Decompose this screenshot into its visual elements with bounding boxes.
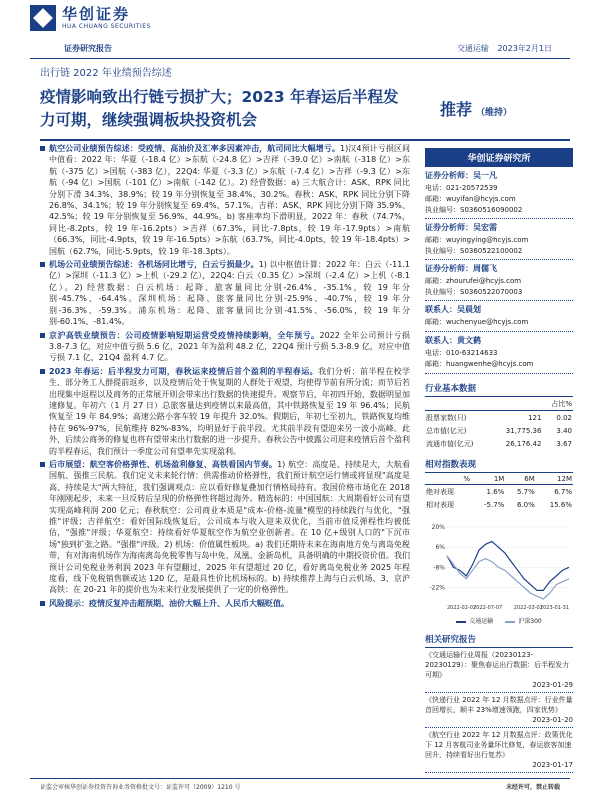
table-cell: 总市值(亿元)	[426, 426, 467, 435]
table-header-row	[425, 473, 573, 485]
chart-y-tick-label: -22%	[429, 584, 445, 592]
related-date: 2023-01-20	[532, 716, 573, 724]
chart-series-line	[447, 556, 569, 599]
body-paragraph	[40, 459, 410, 596]
brand-name-en: HUA CHUANG SECURITIES	[62, 23, 151, 30]
related-title: 相关研究报告	[425, 633, 573, 648]
basic-data-table	[425, 397, 573, 450]
analyst-email[interactable]: 邮箱：zhourufei@hcyjs.com	[425, 277, 522, 285]
industry-label: 交通运输	[456, 44, 489, 53]
top-divider	[30, 58, 570, 59]
legend-label: 沪深300	[518, 618, 542, 625]
analyst-name: 证券分析师：吴一凡	[425, 171, 497, 180]
paragraph-lead: 航空公司业绩预告综述：受疫情、高油价及汇率多因素冲击，航司同比大幅增亏。	[49, 144, 341, 153]
related-item[interactable]	[425, 693, 573, 728]
table-cell: 31,775.36	[505, 426, 542, 435]
paragraph-text: 2022 全年公司预计亏损 3.8-7.3 亿，对应中值亏损 5.6 亿，2021 年为盈利 48.2 亿，22Q4 预计亏损 5.3-8.9 亿，对应中值亏损 7.1 亿，21Q4 盈利 4.7 亿。	[49, 330, 411, 363]
footer-disclaimer: 未经许可，禁止转载	[505, 784, 560, 791]
paragraph-lead: 2023 年春运：后半程发力可期，春秋运来疫情后首个盈利的半程春运。	[49, 366, 319, 376]
bottom-divider	[30, 778, 570, 779]
analyst-tel: 电话：021-20572539	[425, 184, 498, 192]
table-cell: 0.02	[556, 413, 572, 422]
analyst-cert: 执业编号：S0360516090002	[425, 206, 523, 214]
table-cell: 流通市值(亿元)	[426, 439, 474, 448]
table-header-row	[425, 397, 573, 411]
chart-y-tick-label: 20%	[431, 524, 445, 531]
rating-label: 推荐	[440, 100, 473, 119]
paragraph-lead: 京沪高铁业绩预告：公司疫情影响短期运营受疫情持续影响，全年预亏。	[49, 330, 320, 340]
table-cell: 5.7%	[516, 487, 535, 496]
table-row	[425, 485, 573, 499]
analyst-card	[425, 219, 573, 260]
chart-x-tick-label: 2022-07-07	[473, 605, 503, 611]
performance-title: 相对指数表现	[425, 458, 573, 473]
title-divider	[40, 139, 570, 141]
table-header-cell	[425, 397, 492, 411]
analyst-name: 证券分析师：吴宏需	[425, 223, 497, 232]
table-header-cell: 6M	[505, 473, 535, 485]
legend-label: 交通运输	[469, 618, 494, 625]
industry-date	[451, 43, 552, 54]
related-text[interactable]: 《航空行业 2022 年 12 月数据点评：政策优化下 12 月客航司业务量环比修复，春运旅客加速回升，持续看好出行复苏》	[425, 731, 573, 759]
contact-card	[425, 332, 573, 374]
contact-tel: 电话：010-63214633	[425, 349, 498, 357]
table-cell: 6.0%	[516, 500, 535, 509]
table-cell: 121	[528, 413, 542, 422]
related-date: 2023-01-29	[532, 681, 573, 689]
table-cell: 股票家数(只)	[426, 413, 467, 422]
table-cell: -5.7%	[484, 500, 505, 509]
table-row	[425, 424, 573, 437]
body-paragraph	[40, 143, 410, 257]
analyst-card	[425, 167, 573, 219]
chart-x-tick-label: 2022-02-07	[447, 605, 477, 611]
table-header-cell: 12M	[536, 473, 573, 485]
table-cell: 3.67	[556, 439, 572, 448]
report-title: 疫情影响致出行链亏损扩大；2023 年春运后半程发力可期，继续强调板块投资机会	[40, 88, 399, 129]
related-text[interactable]: 《快递行业 2022 年 12 月数据点评：行业件量首回增长，顺丰 23%增速领跑，四家优势》	[425, 696, 573, 714]
table-cell: 1.6%	[486, 487, 505, 496]
table-row	[425, 498, 573, 511]
chart-x-tick-label: 2023-01-31	[539, 605, 569, 611]
chart-y-tick-label: -8%	[433, 564, 445, 572]
contact-name: 联系人：吴晨划	[425, 305, 481, 314]
table-cell: 3.40	[556, 426, 572, 435]
analyst-cert: 执业编号：S0360522070003	[425, 288, 523, 296]
body-paragraph	[40, 598, 410, 609]
legend-item	[505, 616, 541, 625]
table-cell: 15.6%	[549, 500, 572, 509]
logo-icon	[30, 5, 56, 31]
table-header-cell: 1M	[471, 473, 505, 485]
legend-swatch	[456, 621, 466, 623]
contact-card	[425, 301, 573, 332]
paragraph-lead: 风险提示：疫情反复冲击超预期、油价大幅上升、人民币大幅贬值。	[49, 598, 289, 608]
paragraph-text: 1) 航空：高度是、持续是大，大航看国航、强推三民航。我们定义未来轮行情：供需推动价格弹性，我们预计航空运行情或将显现"高度是高、持续是大"两大特征，我们强调观点：应以看好修复叠加行情格局持有。我国价格市场化在 2018 年刚刚起步，未来一旦反转后呈现的价格弹性将超过海外。精选标的：中国国航：大周期看好公司有望实现高峰利润 200 亿元；春秋航空：公司商业本质是"成本-价格-流量"模型的持续践行与优化，"强推"评级；吉祥航空：看好国际线恢复后，公司成本与收入迎来双优化，当前市值反弹程性均被低估，"强推"评级；华夏航空：持续看好华夏航空作为航空业创新者。在 10 亿+级别人口的"下沉市场"独到扩张之路。"强推"评级。2) 机场：价值属性板块。a) 我们还期待未来在海南地方免与离岛免税带，有对海南机场作为海南离岛免税零售与岛中免、凤凰、金新岛机，具备明确的中期投资价值。我们预计公司免税业务利润 2023 年有望翻过，2025 年有望超过 20 亿，看好离岛免税业务 2025 年程度看，线下免税销售额或达 120 亿，是最具性价比机场标的。b) 持续推荐上海与白云机场、3、京沪高铁：在 20-21 年的提价也为未来行业发展提供了一定的价格弹性。	[49, 459, 410, 595]
report-series: 出行链 2022 年业绩预告综述	[40, 68, 172, 79]
report-body	[40, 143, 410, 611]
rating	[440, 97, 512, 120]
analyst-card	[425, 260, 573, 301]
table-header-cell: %	[425, 473, 471, 485]
legend-swatch	[505, 621, 515, 623]
body-paragraph	[40, 366, 410, 457]
table-row	[425, 437, 573, 450]
body-paragraph	[40, 259, 410, 327]
paragraph-text: 我们分析：前半程在校学生、部分务工人群提前返乡，以及疫情后处于恢复期的人群处于观望，均使得节前有所分流；而节后若出现集中返程以及商务的正常展开则会带来出行数据的快速提升。观察节后，年初四开始，数据明显加速修复。年初六（1 月 27 日）总旅客量达到疫情以来最高值，其中铁路恢复至 19 年 96.4%；民航恢复至 19 年 84.9%；高速公路小客车较 19 年提升 32.0%。假期后，年初七至初九，铁路恢复均维持在 96%-97%，民航维持 82%-83%，均明显好于前半段。尤其前半段有望迎来另一波小高峰。此外，后续公商务的修复也将有望带来出行数据的进一步提升。春秋公告中披露公司迎来疫情后首个盈利的半程春运，我们预计一季度公司有望率先实现盈利。	[49, 366, 410, 456]
performance-chart	[425, 517, 573, 625]
sidebar	[425, 148, 573, 773]
performance-chart-svg	[425, 517, 573, 613]
contact-email[interactable]: 邮箱：wuchenyue@hcyjs.com	[425, 318, 529, 326]
paragraph-text: 1) 以中枢值计算：2022 年：白云（-11.1 亿）>深圳（-11.3 亿）>上机（-29.2 亿），22Q4: 白云（0.35 亿）>深圳（-2.4 亿）>上机（-8.1 亿）。2) 经营数据：白云机场：起降、旅客量同比分别-26.4%、-35.1%，较 19 年分别-45.7%、-64.4%。深圳机场：起降、旅客量同比分别-25.9%、-40.7%，较 19 年分别-36.3%、-59.3%。浦东机场：起降、旅客量同比分别-41.5%、-56.0%，较 19 年分别-60.1%、-81.4%。	[49, 260, 410, 327]
related-item[interactable]	[425, 728, 573, 773]
table-row	[425, 411, 573, 425]
analyst-email[interactable]: 邮箱：wuyingying@hcyjs.com	[425, 236, 529, 244]
brand-logo	[30, 5, 151, 31]
related-text[interactable]: 《交通运输行业周报（20230123-20230129）：聚焦春运出行数据：后半程发力可期》	[425, 651, 570, 679]
chart-y-tick-label: 6%	[435, 544, 445, 552]
rating-sub: （维持）	[476, 108, 513, 118]
paragraph-lead: 后市展望：航空客价格弹性、机场盈利修复、高铁看国内节奏。	[49, 459, 278, 469]
table-cell: 6.7%	[554, 487, 572, 496]
report-type: 证券研究报告	[64, 44, 112, 53]
analyst-name: 证券分析师：周儒飞	[425, 264, 497, 273]
analyst-email[interactable]: 邮箱：wuyifan@hcyjs.com	[425, 195, 516, 203]
table-cell: 相对表现	[426, 500, 454, 509]
related-list	[425, 648, 573, 773]
sidebar-heading: 华创证券研究所	[425, 148, 573, 167]
contact-name: 联系人：黄文鹤	[425, 336, 481, 345]
legend-item	[456, 616, 493, 625]
basic-data-title: 行业基本数据	[425, 382, 573, 397]
table-cell: 26,176.42	[505, 439, 542, 448]
analyst-cert: 执业编号：S0360522100002	[425, 247, 523, 255]
brand-name-cn: 华创证券	[62, 5, 131, 23]
paragraph-text: 1)汉4预计亏损区间中值看：2022 年：华夏（-18.4 亿）>东航（-24.8 亿）>吉祥（-39.0 亿）>南航（-318 亿）>东航（-375 亿）>国航（-383 亿），22Q4: 华夏（-3.3 亿）>东航（-7.4 亿）>吉祥（-9.3 亿）>东航（-94 亿）>国航（-101 亿）>南航（-142 亿）。2) 经营数据：a) 三大航合计：ASK、RPK 同比分别下滑 34.3%、38.9%；较 19 年分别恢复至 38.4%、30.2%。春秋：ASK、RPK 同比分别下降 26.8%、34.1%；较 19 年分别恢复至 69.4%、57.1%。吉祥：ASK、RPK 同比分别下降 35.9%、42.5%；较 19 年分别恢复至 56.9%、44.9%。b) 客座率均下滑明显，2022 年：春秋（74.7%，同比-8.2pts，较 19 年-16.2pts）>吉祥（67.3%，同比-7.8pts，较 19 年-17.9pts）>南航（66.3%，同比-4.9pts，较 19 年-16.5pts）>东航（63.7%，同比-4.0pts，较 19 年-18.4pts）>国航（62.7%，同比-5.9pts，较 19 年-18.3pts）。	[49, 144, 410, 256]
body-paragraph	[40, 330, 410, 364]
related-date: 2023-01-17	[532, 761, 573, 769]
paragraph-lead: 机场公司业绩预告综述：各机场同比增亏，白云亏损最少。	[49, 260, 259, 270]
table-cell: 绝对表现	[426, 487, 454, 496]
performance-table	[425, 473, 573, 511]
table-header-cell: 占比%	[542, 397, 573, 411]
contact-email[interactable]: 邮箱：huangwenhe@hcyjs.com	[425, 360, 534, 368]
chart-x-tick-label: 2022-03-01	[513, 605, 543, 611]
report-date: 2023年2月1日	[497, 44, 552, 53]
related-item[interactable]	[425, 648, 573, 693]
chart-series-line	[447, 541, 569, 590]
footer-license: 证监会审核华创证券投资咨询业务资格批文号：证监许可（2009）1210 号	[40, 784, 241, 791]
table-header-cell	[492, 397, 543, 411]
chart-legend	[425, 616, 573, 625]
